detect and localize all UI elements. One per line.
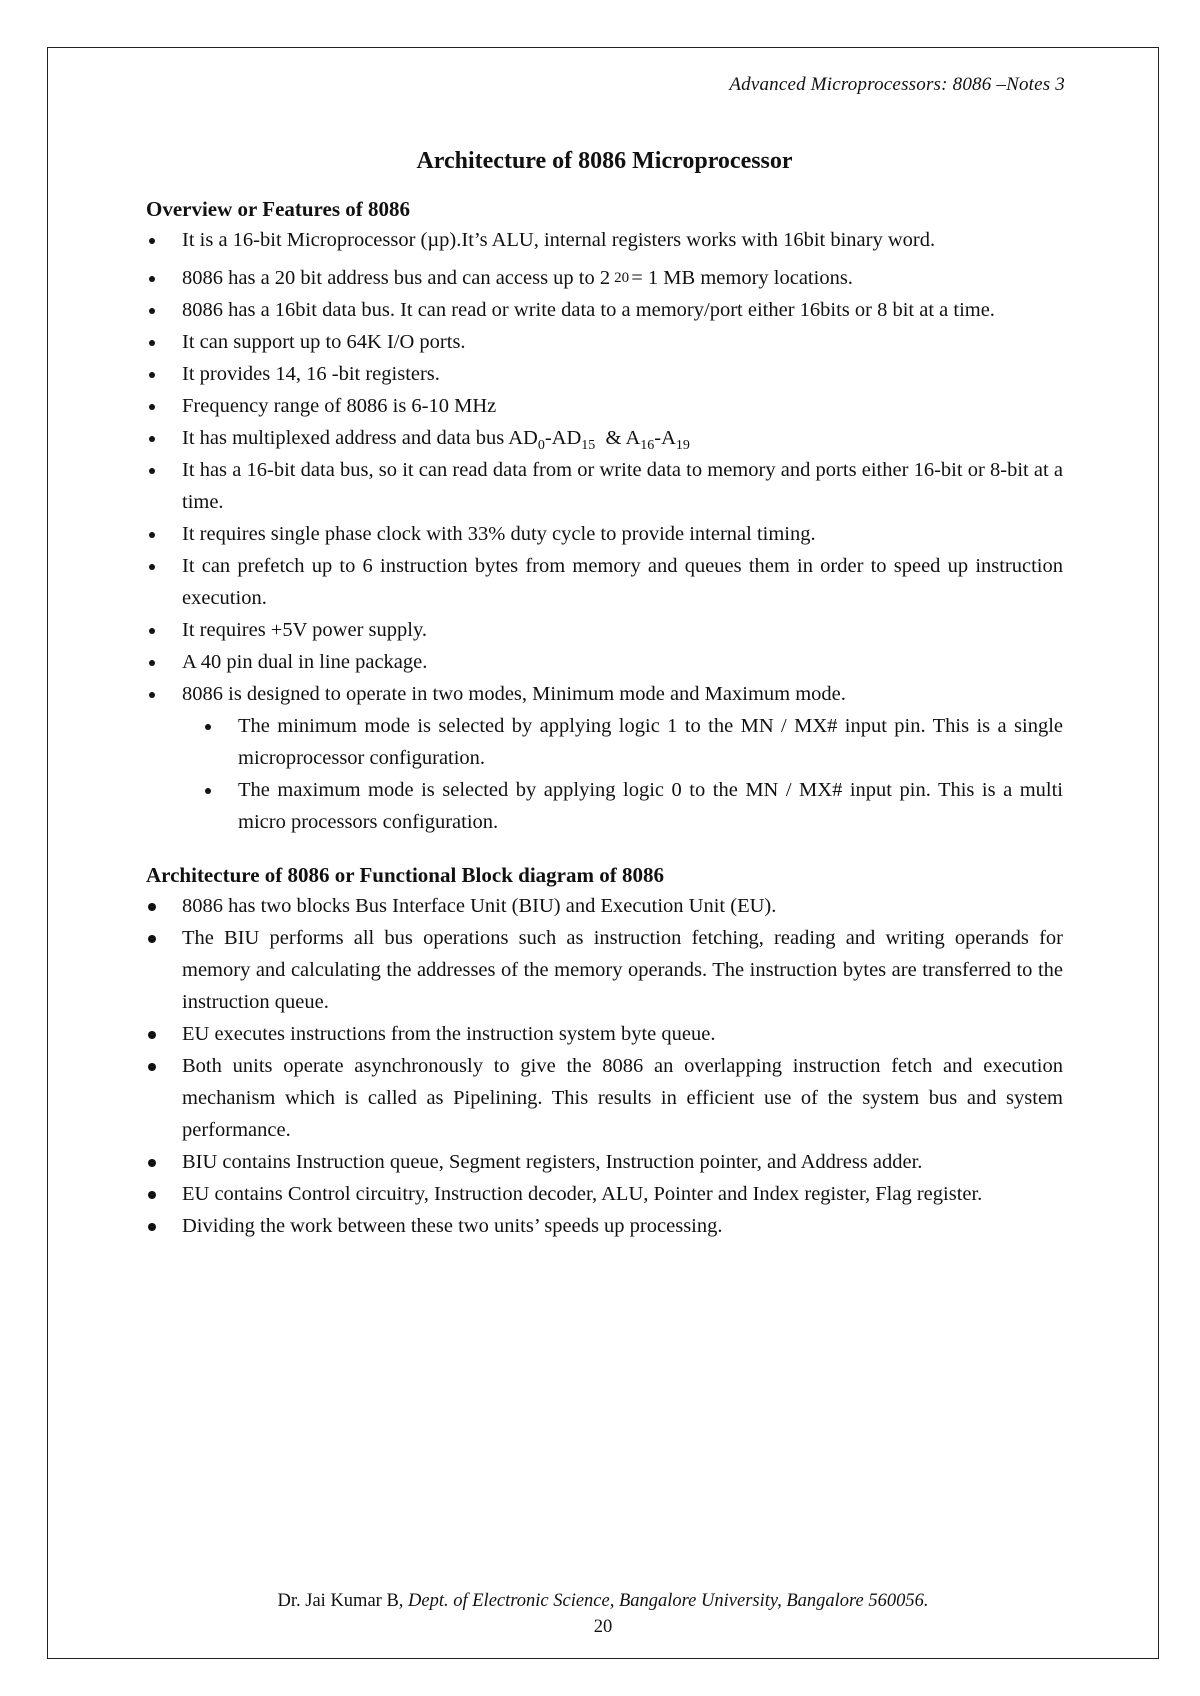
- footer-credit: [47, 1588, 1159, 1614]
- subscript: 19: [675, 438, 690, 454]
- footer-author: Dr. Jai Kumar B,: [277, 1591, 404, 1611]
- page-footer: [47, 1588, 1159, 1640]
- list-item: It is a 16-bit Microprocessor (µp).It’s ALU, internal registers works with 16bit binary word.: [146, 224, 1063, 256]
- list-item: 8086 has two blocks Bus Interface Unit (BIU) and Execution Unit (EU).: [146, 890, 1063, 922]
- architecture-list: [146, 890, 1063, 1242]
- list-item: BIU contains Instruction queue, Segment registers, Instruction pointer, and Address adder.: [146, 1146, 1063, 1178]
- sub-list-item: The maximum mode is selected by applying logic 0 to the MN / MX# input pin. This is a multi micro processors configuration.: [202, 774, 1063, 838]
- features-list: [146, 224, 1063, 710]
- running-header: Advanced Microprocessors: 8086 –Notes 3: [729, 74, 1065, 95]
- mux-text: It has multiplexed address and data bus AD: [182, 427, 538, 449]
- list-item-address-bus: [146, 262, 1063, 294]
- page-number: 20: [593, 1617, 613, 1637]
- list-item: It requires +5V power supply.: [146, 614, 1063, 646]
- list-item: Frequency range of 8086 is 6-10 MHz: [146, 390, 1063, 422]
- list-item: It can prefetch up to 6 instruction bytes from memory and queues them in order to speed up instruction execution.: [146, 550, 1063, 614]
- list-item-multiplexed-bus: [146, 422, 1063, 454]
- address-text-after: = 1 MB memory locations.: [626, 267, 853, 289]
- subscript: 0: [537, 438, 545, 454]
- list-item: A 40 pin dual in line package.: [146, 646, 1063, 678]
- exponent: 20: [614, 270, 630, 286]
- mux-text: & A: [595, 427, 641, 449]
- subscript: 16: [640, 438, 655, 454]
- footer-department: Dept. of Electronic Science, Bangalore University, Bangalore 560056.: [408, 1591, 929, 1611]
- list-item: It has a 16-bit data bus, so it can read data from or write data to memory and ports either 16-bit or 8-bit at a time.: [146, 454, 1063, 518]
- page-title: Architecture of 8086 Microprocessor: [416, 148, 793, 174]
- section-heading-architecture: Architecture of 8086 or Functional Block diagram of 8086: [146, 863, 664, 887]
- subscript: 15: [581, 438, 596, 454]
- list-item: Both units operate asynchronously to give the 8086 an overlapping instruction fetch and execution mechanism which is called as Pipelining. This results in efficient use of the system bus and system performance.: [146, 1050, 1063, 1146]
- list-item: EU contains Control circuitry, Instruction decoder, ALU, Pointer and Index register, Flag register.: [146, 1178, 1063, 1210]
- page-content: [146, 146, 1063, 1242]
- modes-sublist: [146, 710, 1063, 838]
- address-text-before: 8086 has a 20 bit address bus and can access up to 2: [182, 267, 611, 289]
- list-item: EU executes instructions from the instruction system byte queue.: [146, 1018, 1063, 1050]
- list-item: 8086 has a 16bit data bus. It can read or write data to a memory/port either 16bits or 8 bit at a time.: [146, 294, 1063, 326]
- sub-list-item: The minimum mode is selected by applying logic 1 to the MN / MX# input pin. This is a single microprocessor configuration.: [202, 710, 1063, 774]
- mux-text: -AD: [544, 427, 582, 449]
- list-item: It provides 14, 16 -bit registers.: [146, 358, 1063, 390]
- list-item: The BIU performs all bus operations such as instruction fetching, reading and writing operands for memory and calculating the addresses of the memory operands. The instruction bytes are transferred to the instruction queue.: [146, 922, 1063, 1018]
- section-heading-features: Overview or Features of 8086: [146, 197, 410, 221]
- list-item: It can support up to 64K I/O ports.: [146, 326, 1063, 358]
- mux-text: -A: [654, 427, 676, 449]
- list-item: Dividing the work between these two units’ speeds up processing.: [146, 1210, 1063, 1242]
- list-item: 8086 is designed to operate in two modes, Minimum mode and Maximum mode.: [146, 678, 1063, 710]
- list-item: It requires single phase clock with 33% duty cycle to provide internal timing.: [146, 518, 1063, 550]
